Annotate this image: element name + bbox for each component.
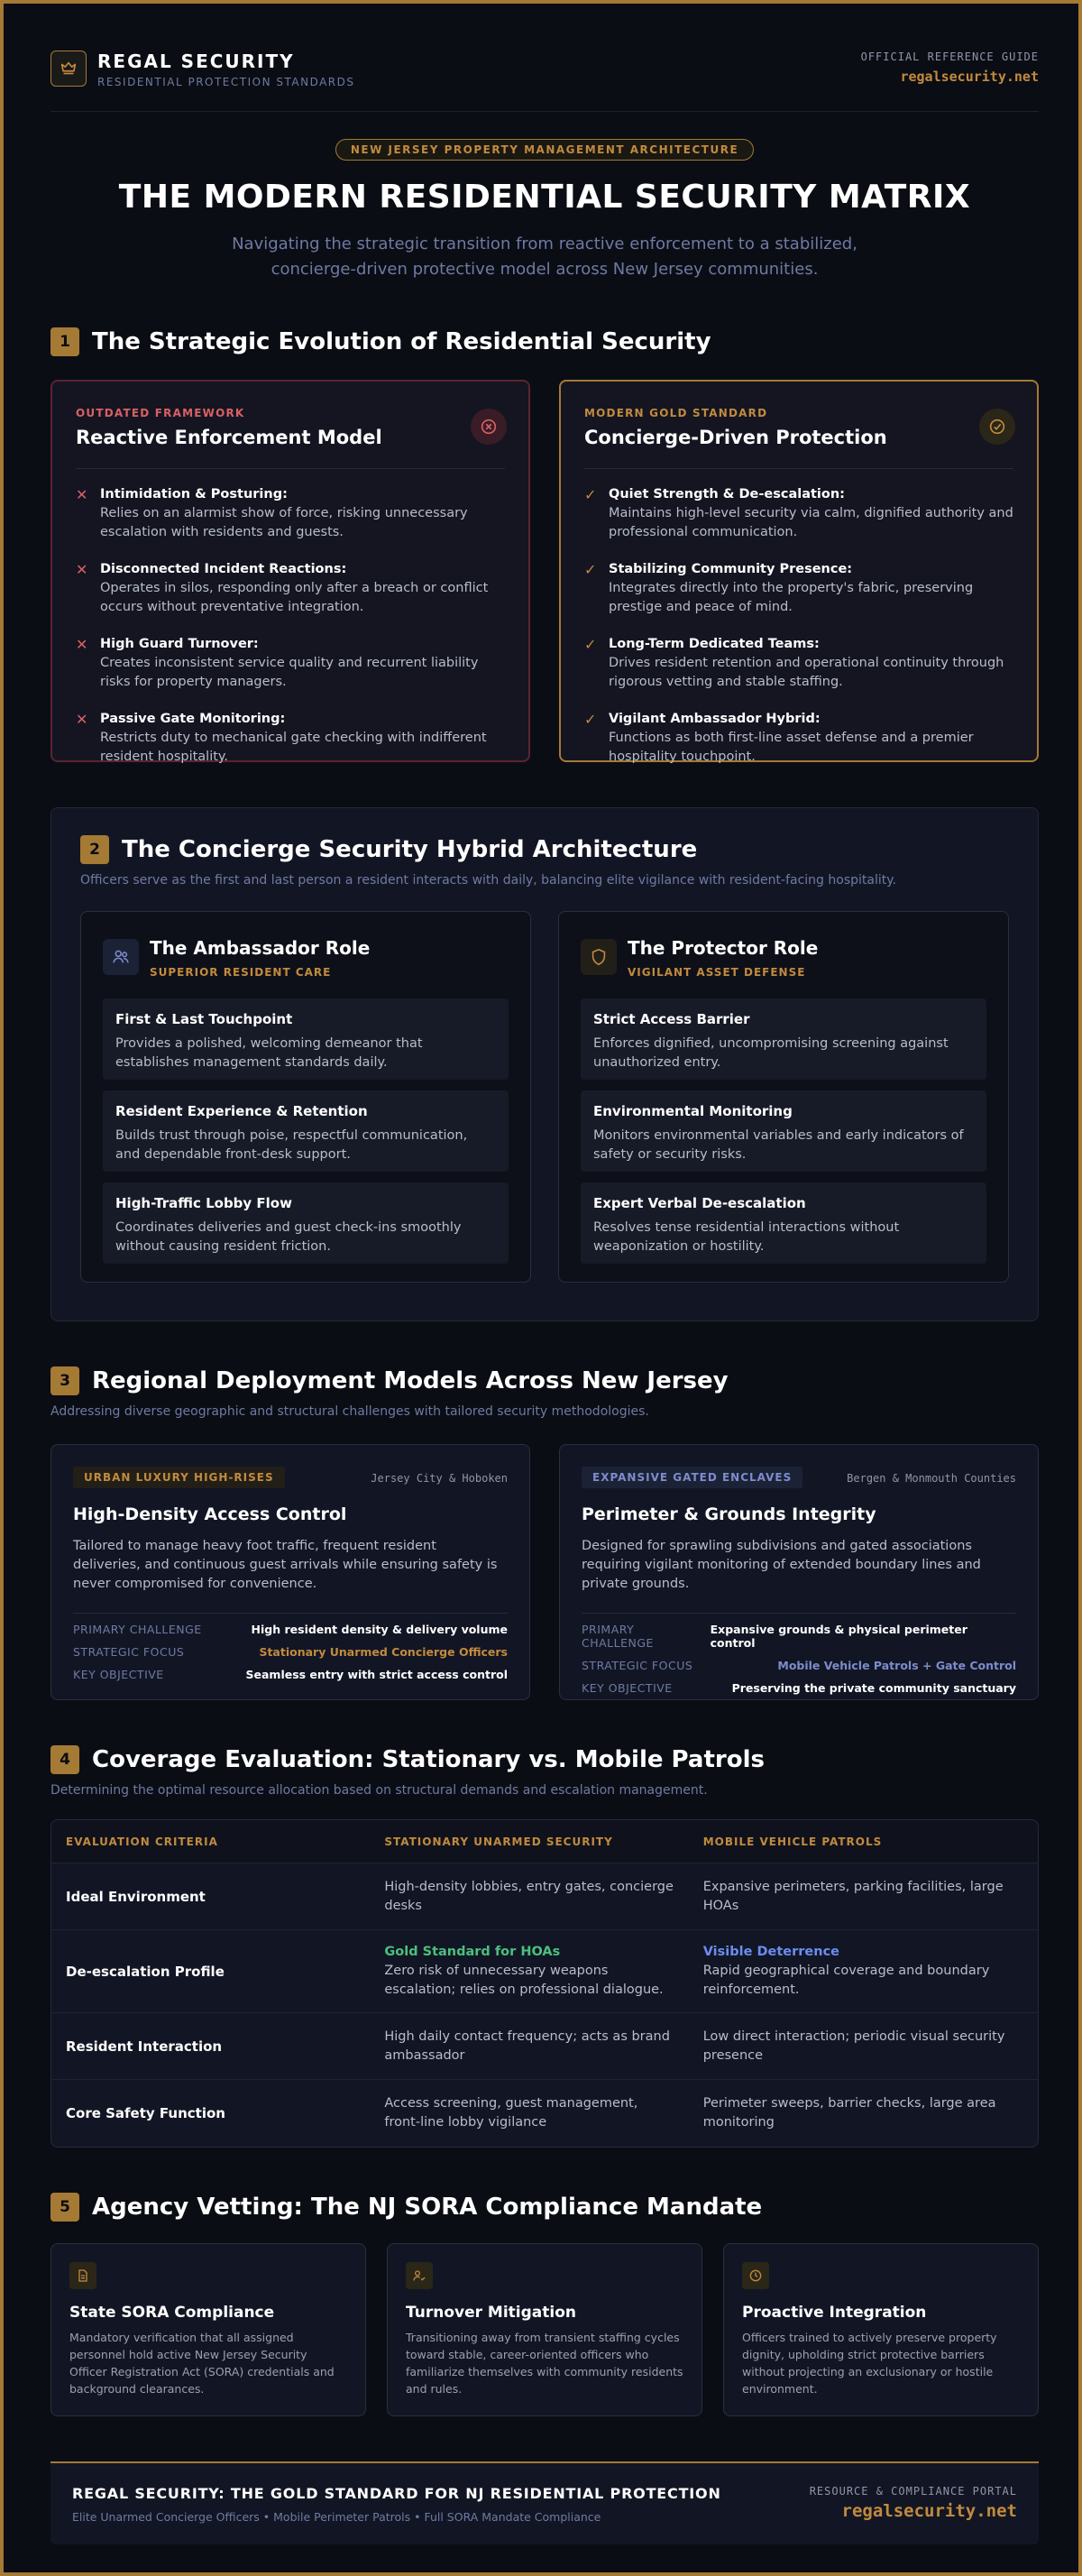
detail-key: STRATEGIC FOCUS (582, 1659, 693, 1672)
role-item-heading: Environmental Monitoring (593, 1103, 793, 1119)
cell-text: High daily contact frequency; acts as brand ambassador (384, 2029, 670, 2063)
section-subtitle: Determining the optimal resource allocation based on structural demands and escalation management. (50, 1783, 708, 1798)
section-title: The Concierge Security Hybrid Architecture (122, 836, 698, 863)
user-check-icon (406, 2262, 433, 2289)
detail-key: PRIMARY CHALLENGE (582, 1623, 654, 1650)
role-item-text: Monitors environmental variables and early indicators of safety or security risks. (593, 1128, 964, 1162)
shield-icon (581, 939, 617, 975)
cell-text: High-density lobbies, entry gates, concierge desks (384, 1879, 674, 1913)
mobile-cell (689, 1878, 1038, 1916)
divider (582, 1613, 1016, 1614)
cell-text: Expansive perimeters, parking facilities, large HOAs (702, 1879, 1004, 1913)
cell-text: Rapid geographical coverage and boundary reinforcement. (702, 1964, 990, 1997)
list-item (76, 635, 505, 692)
detail-value: Expansive grounds & physical perimeter control (710, 1623, 967, 1650)
role-item-text: Provides a polished, welcoming demeanor that establishes management standards daily. (115, 1036, 423, 1070)
criteria-cell: De-escalation Profile (66, 1963, 225, 1980)
item-text: Operates in silos, responding only after a breach or conflict occurs without preventative integration. (100, 581, 489, 614)
role-item-heading: First & Last Touchpoint (115, 1011, 293, 1027)
vetting-text: Mandatory verification that all assigned personnel hold active New Jersey Security Officer Registration Act (SORA) credentials and background clearances. (69, 2331, 335, 2396)
item-heading: Disconnected Incident Reactions: (100, 562, 347, 576)
table-row (51, 2013, 1038, 2080)
item-text: Relies on an alarmist show of force, risking unnecessary escalation with residents and guests. (100, 506, 468, 539)
protector-role-card (558, 911, 1009, 1283)
vetting-text: Officers trained to actively preserve property dignity, upholding strict protective barriers without projecting an exclusionary or hostile environment. (742, 2331, 997, 2396)
region-cards (50, 1444, 1039, 1700)
detail-value: Preserving the private community sanctuary (731, 1681, 1016, 1695)
x-mark-icon: ✕ (76, 636, 88, 653)
criteria-cell: Ideal Environment (66, 1888, 206, 1905)
region-title: Perimeter & Grounds Integrity (582, 1504, 876, 1524)
mobile-cell (689, 2094, 1038, 2132)
column-header: MOBILE VEHICLE PATROLS (702, 1835, 883, 1848)
role-subtitle: VIGILANT ASSET DEFENSE (628, 966, 806, 979)
item-text: Restricts duty to mechanical gate checking with indifferent resident hospitality. (100, 731, 487, 764)
check-mark-icon: ✓ (584, 486, 597, 503)
item-text: Functions as both first-line asset defense and a premier hospitality touchpoint. (609, 731, 974, 764)
page-content (50, 4, 1039, 2544)
role-item-heading: Expert Verbal De-escalation (593, 1195, 806, 1211)
section-hybrid-architecture (50, 807, 1039, 1321)
stationary-cell (370, 2094, 688, 2132)
list-item (584, 710, 1013, 767)
coverage-table (50, 1819, 1039, 2148)
role-title: The Protector Role (628, 937, 819, 959)
table-header-row (51, 1820, 1038, 1863)
detail-value: Stationary Unarmed Concierge Officers (259, 1645, 508, 1659)
stationary-cell (370, 1943, 688, 2000)
region-detail-row (582, 1681, 1016, 1695)
hero (50, 112, 1039, 282)
footer-portal-label: RESOURCE & COMPLIANCE PORTAL (809, 2485, 1017, 2498)
stationary-cell (370, 1878, 688, 1916)
document-icon (69, 2262, 96, 2289)
clock-check-icon (742, 2262, 769, 2289)
criteria-cell: Resident Interaction (66, 2038, 223, 2055)
concierge-list (584, 485, 1013, 767)
criteria-cell: Core Safety Function (66, 2105, 225, 2121)
stationary-cell (370, 2028, 688, 2065)
vetting-title: Turnover Mitigation (406, 2304, 576, 2322)
footer-title: REGAL SECURITY: THE GOLD STANDARD FOR NJ RESIDENTIAL PROTECTION (72, 2485, 721, 2502)
item-text: Maintains high-level security via calm, dignified authority and professional communication. (609, 506, 1013, 539)
item-text: Drives resident retention and operational continuity through rigorous vetting and stable staffing. (609, 656, 1004, 689)
mobile-cell (689, 2028, 1038, 2065)
reference-label: OFFICIAL REFERENCE GUIDE (860, 51, 1039, 63)
role-cards (80, 911, 1009, 1283)
list-item (584, 560, 1013, 617)
vetting-card (723, 2243, 1039, 2416)
x-mark-icon: ✕ (76, 486, 88, 503)
list-item (584, 635, 1013, 692)
item-text: Creates inconsistent service quality and recurrent liability risks for property managers. (100, 656, 479, 689)
footer-subtitle: Elite Unarmed Concierge Officers • Mobile Perimeter Patrols • Full SORA Mandate Compliance (72, 2510, 601, 2524)
footer (50, 2461, 1039, 2544)
role-item-text: Coordinates deliveries and guest check-ins smoothly without causing resident friction. (115, 1220, 462, 1254)
users-icon (103, 939, 139, 975)
region-tag: URBAN LUXURY HIGH-RISES (73, 1467, 285, 1488)
divider (584, 468, 1013, 469)
region-detail-row (73, 1668, 508, 1681)
table-row (51, 1930, 1038, 2013)
detail-key: STRATEGIC FOCUS (73, 1645, 185, 1659)
role-items (103, 998, 509, 1264)
highlight-label: Gold Standard for HOAs (384, 1945, 561, 1959)
region-description: Tailored to manage heavy foot traffic, frequent resident deliveries, and continuous guest arrivals while ensuring safety is never compromised for convenience. (73, 1539, 498, 1591)
x-mark-icon: ✕ (76, 711, 88, 728)
section-subtitle: Addressing diverse geographic and structural challenges with tailored security methodologies. (50, 1404, 649, 1419)
detail-value: Seamless entry with strict access control (245, 1668, 508, 1681)
card-title: Concierge-Driven Protection (584, 427, 887, 448)
section-title: The Strategic Evolution of Residential Security (92, 328, 711, 355)
detail-key: PRIMARY CHALLENGE (73, 1623, 202, 1636)
section-number: 5 (50, 2193, 79, 2222)
table-row (51, 1863, 1038, 1930)
detail-value: High resident density & delivery volume (251, 1623, 508, 1636)
role-item-heading: Resident Experience & Retention (115, 1103, 368, 1119)
check-mark-icon: ✓ (584, 636, 597, 653)
check-mark-icon: ✓ (584, 711, 597, 728)
page-title: THE MODERN RESIDENTIAL SECURITY MATRIX (118, 179, 971, 216)
reactive-model-card (50, 380, 530, 762)
region-detail-row (73, 1645, 508, 1659)
detail-key: KEY OBJECTIVE (73, 1668, 164, 1681)
region-location: Bergen & Monmouth Counties (847, 1472, 1016, 1485)
highlight-label: Visible Deterrence (702, 1945, 840, 1959)
section-subtitle: Officers serve as the first and last person a resident interacts with daily, balancing elite vigilance with resident-facing hospitality. (80, 873, 896, 888)
item-heading: High Guard Turnover: (100, 637, 259, 651)
role-item-text: Resolves tense residential interactions without weaponization or hostility. (593, 1220, 900, 1254)
item-heading: Intimidation & Posturing: (100, 487, 288, 501)
role-item (103, 1182, 509, 1264)
section-number: 4 (50, 1745, 79, 1774)
role-item (581, 1090, 986, 1172)
vetting-title: Proactive Integration (742, 2304, 927, 2322)
section-heading (50, 1366, 1039, 1395)
section-agency-vetting (50, 2193, 1039, 2416)
role-subtitle: SUPERIOR RESIDENT CARE (150, 966, 332, 979)
footer-website-link[interactable]: regalsecurity.net (841, 2501, 1017, 2521)
cell-text: Zero risk of unnecessary weapons escalation; relies on professional dialogue. (384, 1964, 664, 1997)
cell-text: Perimeter sweeps, barrier checks, large area monitoring (702, 2096, 996, 2130)
role-item (103, 998, 509, 1080)
region-location: Jersey City & Hoboken (371, 1472, 508, 1485)
detail-key: KEY OBJECTIVE (582, 1681, 673, 1695)
vetting-text: Transitioning away from transient staffing cycles toward stable, career-oriented officers who familiarize themselves with community residents and rules. (406, 2331, 683, 2396)
role-item-text: Builds trust through poise, respectful communication, and dependable front-desk support. (115, 1128, 468, 1162)
role-item-text: Enforces dignified, uncompromising screening against unauthorized entry. (593, 1036, 949, 1070)
check-mark-icon: ✓ (584, 561, 597, 578)
column-header: STATIONARY UNARMED SECURITY (384, 1835, 613, 1848)
vetting-card (50, 2243, 366, 2416)
role-item (581, 1182, 986, 1264)
card-tag: OUTDATED FRAMEWORK (76, 407, 245, 419)
x-circle-icon (471, 409, 507, 445)
section-title: Regional Deployment Models Across New Jersey (92, 1367, 729, 1394)
region-detail-row (73, 1623, 508, 1636)
brand-name: REGAL SECURITY (97, 51, 295, 72)
list-item (76, 710, 505, 767)
gated-region-card (559, 1444, 1039, 1700)
top-header (50, 4, 1039, 112)
table-row (51, 2080, 1038, 2147)
role-item-heading: High-Traffic Lobby Flow (115, 1195, 292, 1211)
section-heading (50, 327, 1039, 356)
item-heading: Passive Gate Monitoring: (100, 712, 286, 726)
list-item (76, 485, 505, 542)
section-number: 1 (50, 327, 79, 356)
website-link[interactable]: regalsecurity.net (900, 69, 1039, 85)
page-subtitle: Navigating the strategic transition from reactive enforcement to a stabilized, concierge-driven protective model across New Jersey communities. (232, 235, 857, 279)
item-heading: Quiet Strength & De-escalation: (609, 487, 845, 501)
section-title: Agency Vetting: The NJ SORA Compliance Mandate (92, 2194, 763, 2221)
section-heading (50, 2193, 1039, 2222)
card-title: Reactive Enforcement Model (76, 427, 382, 448)
section-coverage-evaluation (50, 1745, 1039, 2148)
section-number: 2 (80, 835, 109, 864)
check-circle-icon (979, 409, 1015, 445)
column-header: EVALUATION CRITERIA (66, 1835, 218, 1848)
shield-crown-icon (50, 51, 87, 87)
section-heading (80, 835, 1009, 864)
item-heading: Stabilizing Community Presence: (609, 562, 853, 576)
reactive-list (76, 485, 505, 767)
role-item (581, 998, 986, 1080)
divider (73, 1613, 508, 1614)
region-detail-row (582, 1623, 1016, 1650)
cell-text: Access screening, guest management, front-line lobby vigilance (384, 2096, 638, 2130)
region-title: High-Density Access Control (73, 1504, 347, 1524)
list-item (76, 560, 505, 617)
role-title: The Ambassador Role (150, 937, 371, 959)
section-regional-deployment (50, 1366, 1039, 1700)
divider (76, 468, 505, 469)
section-number: 3 (50, 1366, 79, 1395)
x-mark-icon: ✕ (76, 561, 88, 578)
role-items (581, 998, 986, 1264)
vetting-card (387, 2243, 702, 2416)
cell-text: Low direct interaction; periodic visual security presence (702, 2029, 1005, 2063)
mobile-cell (689, 1943, 1038, 2000)
vetting-title: State SORA Compliance (69, 2304, 275, 2322)
detail-value: Mobile Vehicle Patrols + Gate Control (777, 1659, 1016, 1672)
role-item (103, 1090, 509, 1172)
section-heading (50, 1745, 1039, 1774)
urban-region-card (50, 1444, 530, 1700)
section-strategic-evolution (50, 327, 1039, 762)
item-text: Integrates directly into the property's fabric, preserving prestige and peace of mind. (609, 581, 974, 614)
ambassador-role-card (80, 911, 531, 1283)
comparison-cards (50, 380, 1039, 762)
brand-tagline: RESIDENTIAL PROTECTION STANDARDS (97, 76, 355, 88)
vetting-cards (50, 2243, 1039, 2416)
role-item-heading: Strict Access Barrier (593, 1011, 750, 1027)
region-tag: EXPANSIVE GATED ENCLAVES (582, 1467, 802, 1488)
region-description: Designed for sprawling subdivisions and gated associations requiring vigilant monitoring of extended boundary lines and private grounds. (582, 1539, 981, 1591)
category-pill: NEW JERSEY PROPERTY MANAGEMENT ARCHITECTURE (335, 139, 754, 161)
item-heading: Vigilant Ambassador Hybrid: (609, 712, 821, 726)
card-tag: MODERN GOLD STANDARD (584, 407, 768, 419)
list-item (584, 485, 1013, 542)
concierge-model-card (559, 380, 1039, 762)
item-heading: Long-Term Dedicated Teams: (609, 637, 820, 651)
section-title: Coverage Evaluation: Stationary vs. Mobile Patrols (92, 1746, 765, 1773)
region-detail-row (582, 1659, 1016, 1672)
